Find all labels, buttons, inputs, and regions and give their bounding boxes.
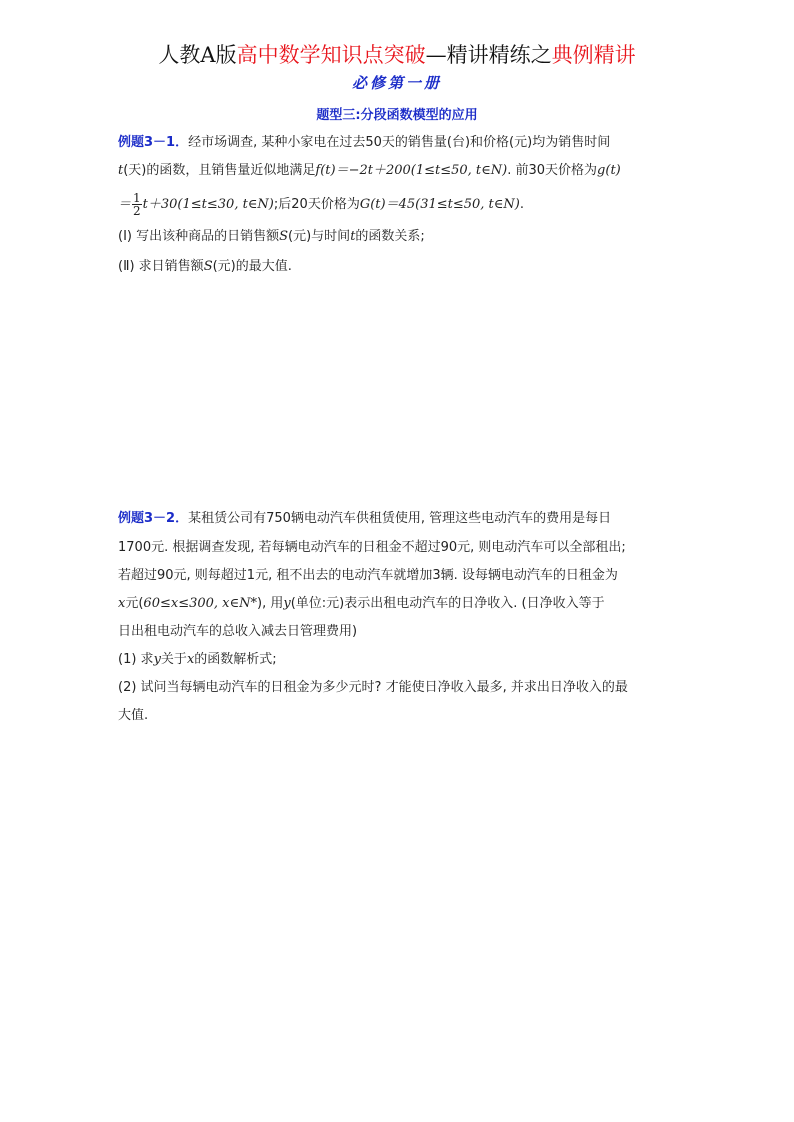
example-3-2-text-1: 某租赁公司有750辆电动汽车供租赁使用, 管理这些电动汽车的费用是每日 (188, 511, 612, 526)
var-y: y (283, 596, 291, 611)
var-S: S (203, 259, 213, 274)
formula-g-body: t＋30(1≤t≤30, t∈N) (142, 197, 274, 212)
q2-text-a: (Ⅱ) 求日销售额 (118, 259, 204, 274)
example-3-2-question-2-line-2: 大值. (118, 708, 149, 723)
page-subtitle: 必修第一册 (351, 74, 442, 92)
line4-text-d: ), 用 (257, 596, 284, 611)
var-x: x (118, 596, 126, 611)
var-x: x (186, 652, 195, 667)
example-3-2 (118, 508, 678, 738)
header-title-part1: 人教A版 (158, 43, 237, 67)
example-3-1-line-2 (118, 162, 621, 180)
example-3-1-text-3: . 前30天价格为 (507, 163, 598, 178)
var-S: S (279, 229, 289, 244)
header-title-part4: 典例精讲 (551, 43, 636, 67)
var-t: t (118, 163, 124, 178)
section-title: 题型三:分段函数模型的应用 (316, 108, 478, 123)
var-t: t (350, 229, 356, 244)
header-title-part2: 高中数学知识点突破 (236, 43, 426, 67)
q1-text-e: 的函数解析式; (194, 652, 277, 667)
q1-text-c: (元)与时间 (288, 229, 351, 244)
example-3-2-question-2-line-1: (2) 试问当每辆电动汽车的日租金为多少元时? 才能使日净收入最多, 并求出日净收入的最 (118, 680, 628, 695)
page-header-title (0, 40, 794, 70)
equals-sign: ＝ (118, 197, 132, 212)
example-3-1-text-2: (天)的函数，且销售量近似地满足 (123, 163, 316, 178)
example-3-2-line-2: 1700元. 根据调查发现, 若每辆电动汽车的日租金不超过90元, 则电动汽车可以全部租出; (118, 540, 626, 555)
formula-x-range: 60≤x≤300, x∈N* (143, 596, 257, 611)
example-3-2-label: 例题3－2． (118, 511, 189, 526)
q1-text-a: (Ⅰ) 写出该种商品的日销售额 (118, 229, 280, 244)
formula-f: f(t)＝−2t＋200(1≤t≤50, t∈N) (315, 163, 508, 178)
example-3-2-line-4 (118, 595, 605, 613)
fraction-denominator: 2 (133, 204, 141, 218)
q2-text-c: (元)的最大值. (212, 259, 292, 274)
example-3-2-line-5: 日出租电动汽车的总收入减去日管理费用) (118, 624, 358, 639)
q1-text-a: (1) 求 (118, 652, 154, 667)
example-3-1-line-3 (118, 192, 524, 217)
q1-text-c: 关于 (160, 652, 187, 667)
period: . (519, 197, 524, 212)
example-3-1 (118, 132, 678, 282)
example-3-1-text-4: ;后20天价格为 (273, 197, 360, 212)
q1-text-e: 的函数关系; (355, 229, 425, 244)
example-3-1-question-1 (118, 228, 425, 246)
fraction-numerator: 1 (133, 191, 141, 205)
example-3-2-line-3: 若超过90元, 则每超过1元, 租不出去的电动汽车就增加3辆. 设每辆电动汽车的日租金为 (118, 568, 618, 583)
header-title-part3: —精讲精练之 (425, 43, 552, 67)
example-3-1-line-1 (118, 134, 610, 152)
example-3-1-text-1: 经市场调查, 某种小家电在过去50天的销售量(台)和价格(元)均为销售时间 (188, 135, 611, 150)
line4-text-b: 元( (125, 596, 144, 611)
example-3-2-question-1 (118, 651, 277, 669)
formula-G: G(t)＝45(31≤t≤50, t∈N) (359, 197, 520, 212)
example-3-2-line-1 (118, 510, 611, 528)
example-3-1-label: 例题3－1． (118, 135, 189, 150)
line4-text-f: (单位:元)表示出租电动汽车的日净收入. (日净收入等于 (290, 596, 605, 611)
var-y: y (153, 652, 161, 667)
formula-g: g(t) (597, 163, 621, 178)
fraction-one-half (132, 192, 142, 217)
example-3-1-question-2 (118, 258, 292, 276)
